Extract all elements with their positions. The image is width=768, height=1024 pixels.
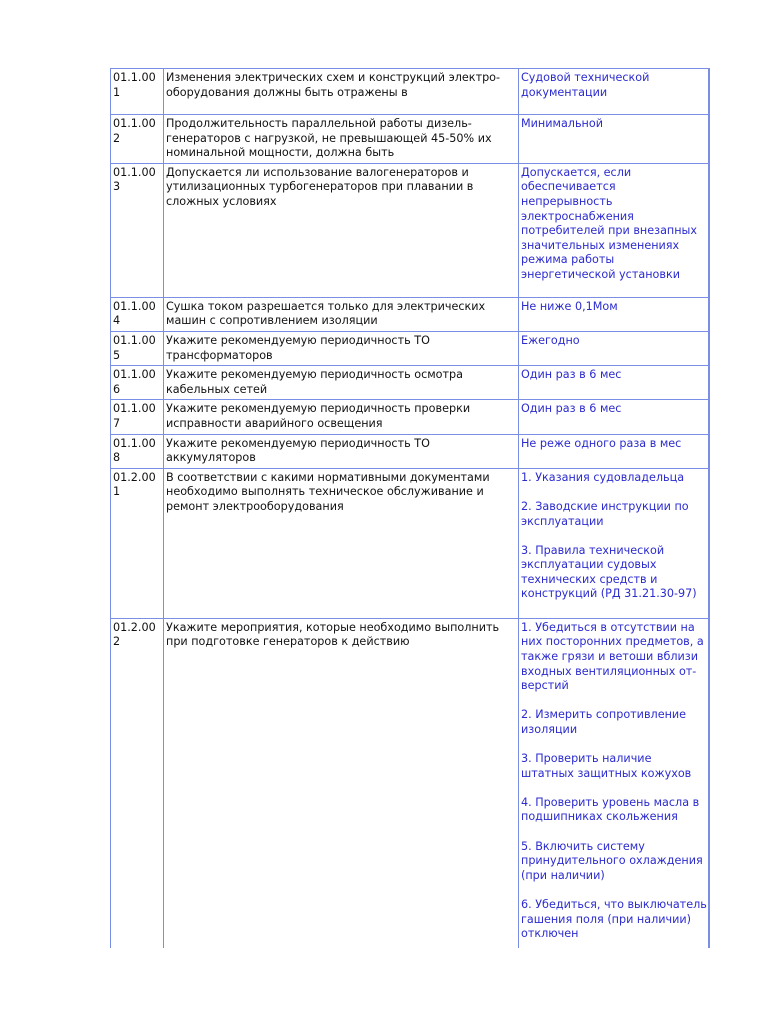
question-text: Укажите рекомендуемую периодичность ТО аккумуляторов	[164, 434, 519, 468]
answer-text: 2. Измерить сопротивление изоляции	[521, 708, 687, 736]
answer-text: Минимальной	[521, 117, 603, 130]
table-row	[111, 366, 710, 400]
table-row	[111, 468, 710, 618]
answer-text: 6. Убедиться, что выключатель гашения поля (при наличии) отключен	[521, 898, 707, 941]
question-text: Продолжительность параллельной работы дизель-генераторов с нагрузкой, не превышающей 45-50% их номинальной мощности, должна быть	[164, 115, 519, 164]
table-row	[111, 331, 710, 365]
table-row	[111, 434, 710, 468]
questions-table-body	[111, 69, 710, 949]
question-text: Укажите мероприятия, которые необходимо выполнить при подготовке генераторов к действию	[164, 618, 519, 948]
answer-text: Не ниже 0,1Мом	[521, 299, 618, 313]
answer-text: Один раз в 6 мес	[521, 368, 622, 382]
answer-text: Ежегодно	[521, 333, 580, 347]
question-text: Сушка током разрешается только для электрических машин с сопротивлением изоляции	[164, 297, 519, 331]
question-code: 01.1.00 8	[111, 434, 164, 468]
answer-cell	[519, 331, 710, 365]
answer-cell	[519, 297, 710, 331]
question-code: 01.2.00 2	[111, 618, 164, 948]
question-text: Укажите рекомендуемую периодичность осмотра кабельных сетей	[164, 366, 519, 400]
question-code: 01.1.00 6	[111, 366, 164, 400]
answer-cell	[519, 468, 710, 618]
questions-table	[110, 68, 710, 948]
answer-text: 5. Включить систему принудительного охлаждения (при наличии)	[521, 839, 703, 882]
answer-cell	[519, 69, 710, 115]
answer-text: Допускается, если обеспечивается непрерывность электроснабжения потребителей при внезапных значительных изменениях режима работы энергетической установки	[521, 165, 698, 281]
document-page	[110, 68, 710, 948]
table-right-edge	[708, 68, 709, 948]
answer-text: 1. Указания судовладельца	[521, 470, 685, 484]
answer-cell	[519, 434, 710, 468]
table-row	[111, 297, 710, 331]
table-row	[111, 69, 710, 115]
table-row	[111, 163, 710, 297]
answer-cell	[519, 400, 710, 434]
question-text: Укажите рекомендуемую периодичность ТО трансформаторов	[164, 331, 519, 365]
answer-text: Не реже одного раза в мес	[521, 436, 682, 450]
question-code: 01.1.00 3	[111, 163, 164, 297]
question-code: 01.1.00 4	[111, 297, 164, 331]
table-row	[111, 115, 710, 164]
answer-text: 2. Заводские инструкции по эксплуатации	[521, 499, 689, 528]
question-code: 01.1.00 5	[111, 331, 164, 365]
answer-text: 1. Убедиться в отсутствии на них посторонних предметов, а также грязи и ветоши вблизи входных вентиляционных от-верстий	[521, 620, 704, 693]
answer-text: 4. Проверить уровень масла в подшипниках скольжения	[521, 795, 700, 824]
answer-cell	[519, 618, 710, 948]
question-code: 01.1.00 1	[111, 69, 164, 115]
question-code: 01.2.00 1	[111, 468, 164, 618]
table-row	[111, 618, 710, 948]
question-text: Изменения электрических схем и конструкций электро-оборудования должны быть отражены в	[164, 69, 519, 115]
answer-text: 3. Проверить наличие штатных защитных кожухов	[521, 752, 692, 780]
question-text: Укажите рекомендуемую периодичность проверки исправности аварийного освещения	[164, 400, 519, 434]
answer-cell	[519, 115, 710, 164]
answer-text: Судовой технической документации	[521, 71, 650, 99]
question-code: 01.1.00 2	[111, 115, 164, 164]
answer-text: 3. Правила технической эксплуатации судовых технических средств и конструкций (РД 31.21.30-97)	[521, 543, 697, 601]
question-code: 01.1.00 7	[111, 400, 164, 434]
table-row	[111, 400, 710, 434]
answer-cell	[519, 366, 710, 400]
answer-cell	[519, 163, 710, 297]
question-text: Допускается ли использование валогенераторов и утилизационных турбогенераторов при плавании в сложных условиях	[164, 163, 519, 297]
question-text: В соответствии с какими нормативными документами необходимо выполнять техническое обслуживание и ремонт электрооборудования	[164, 468, 519, 618]
answer-text: Один раз в 6 мес	[521, 402, 622, 416]
